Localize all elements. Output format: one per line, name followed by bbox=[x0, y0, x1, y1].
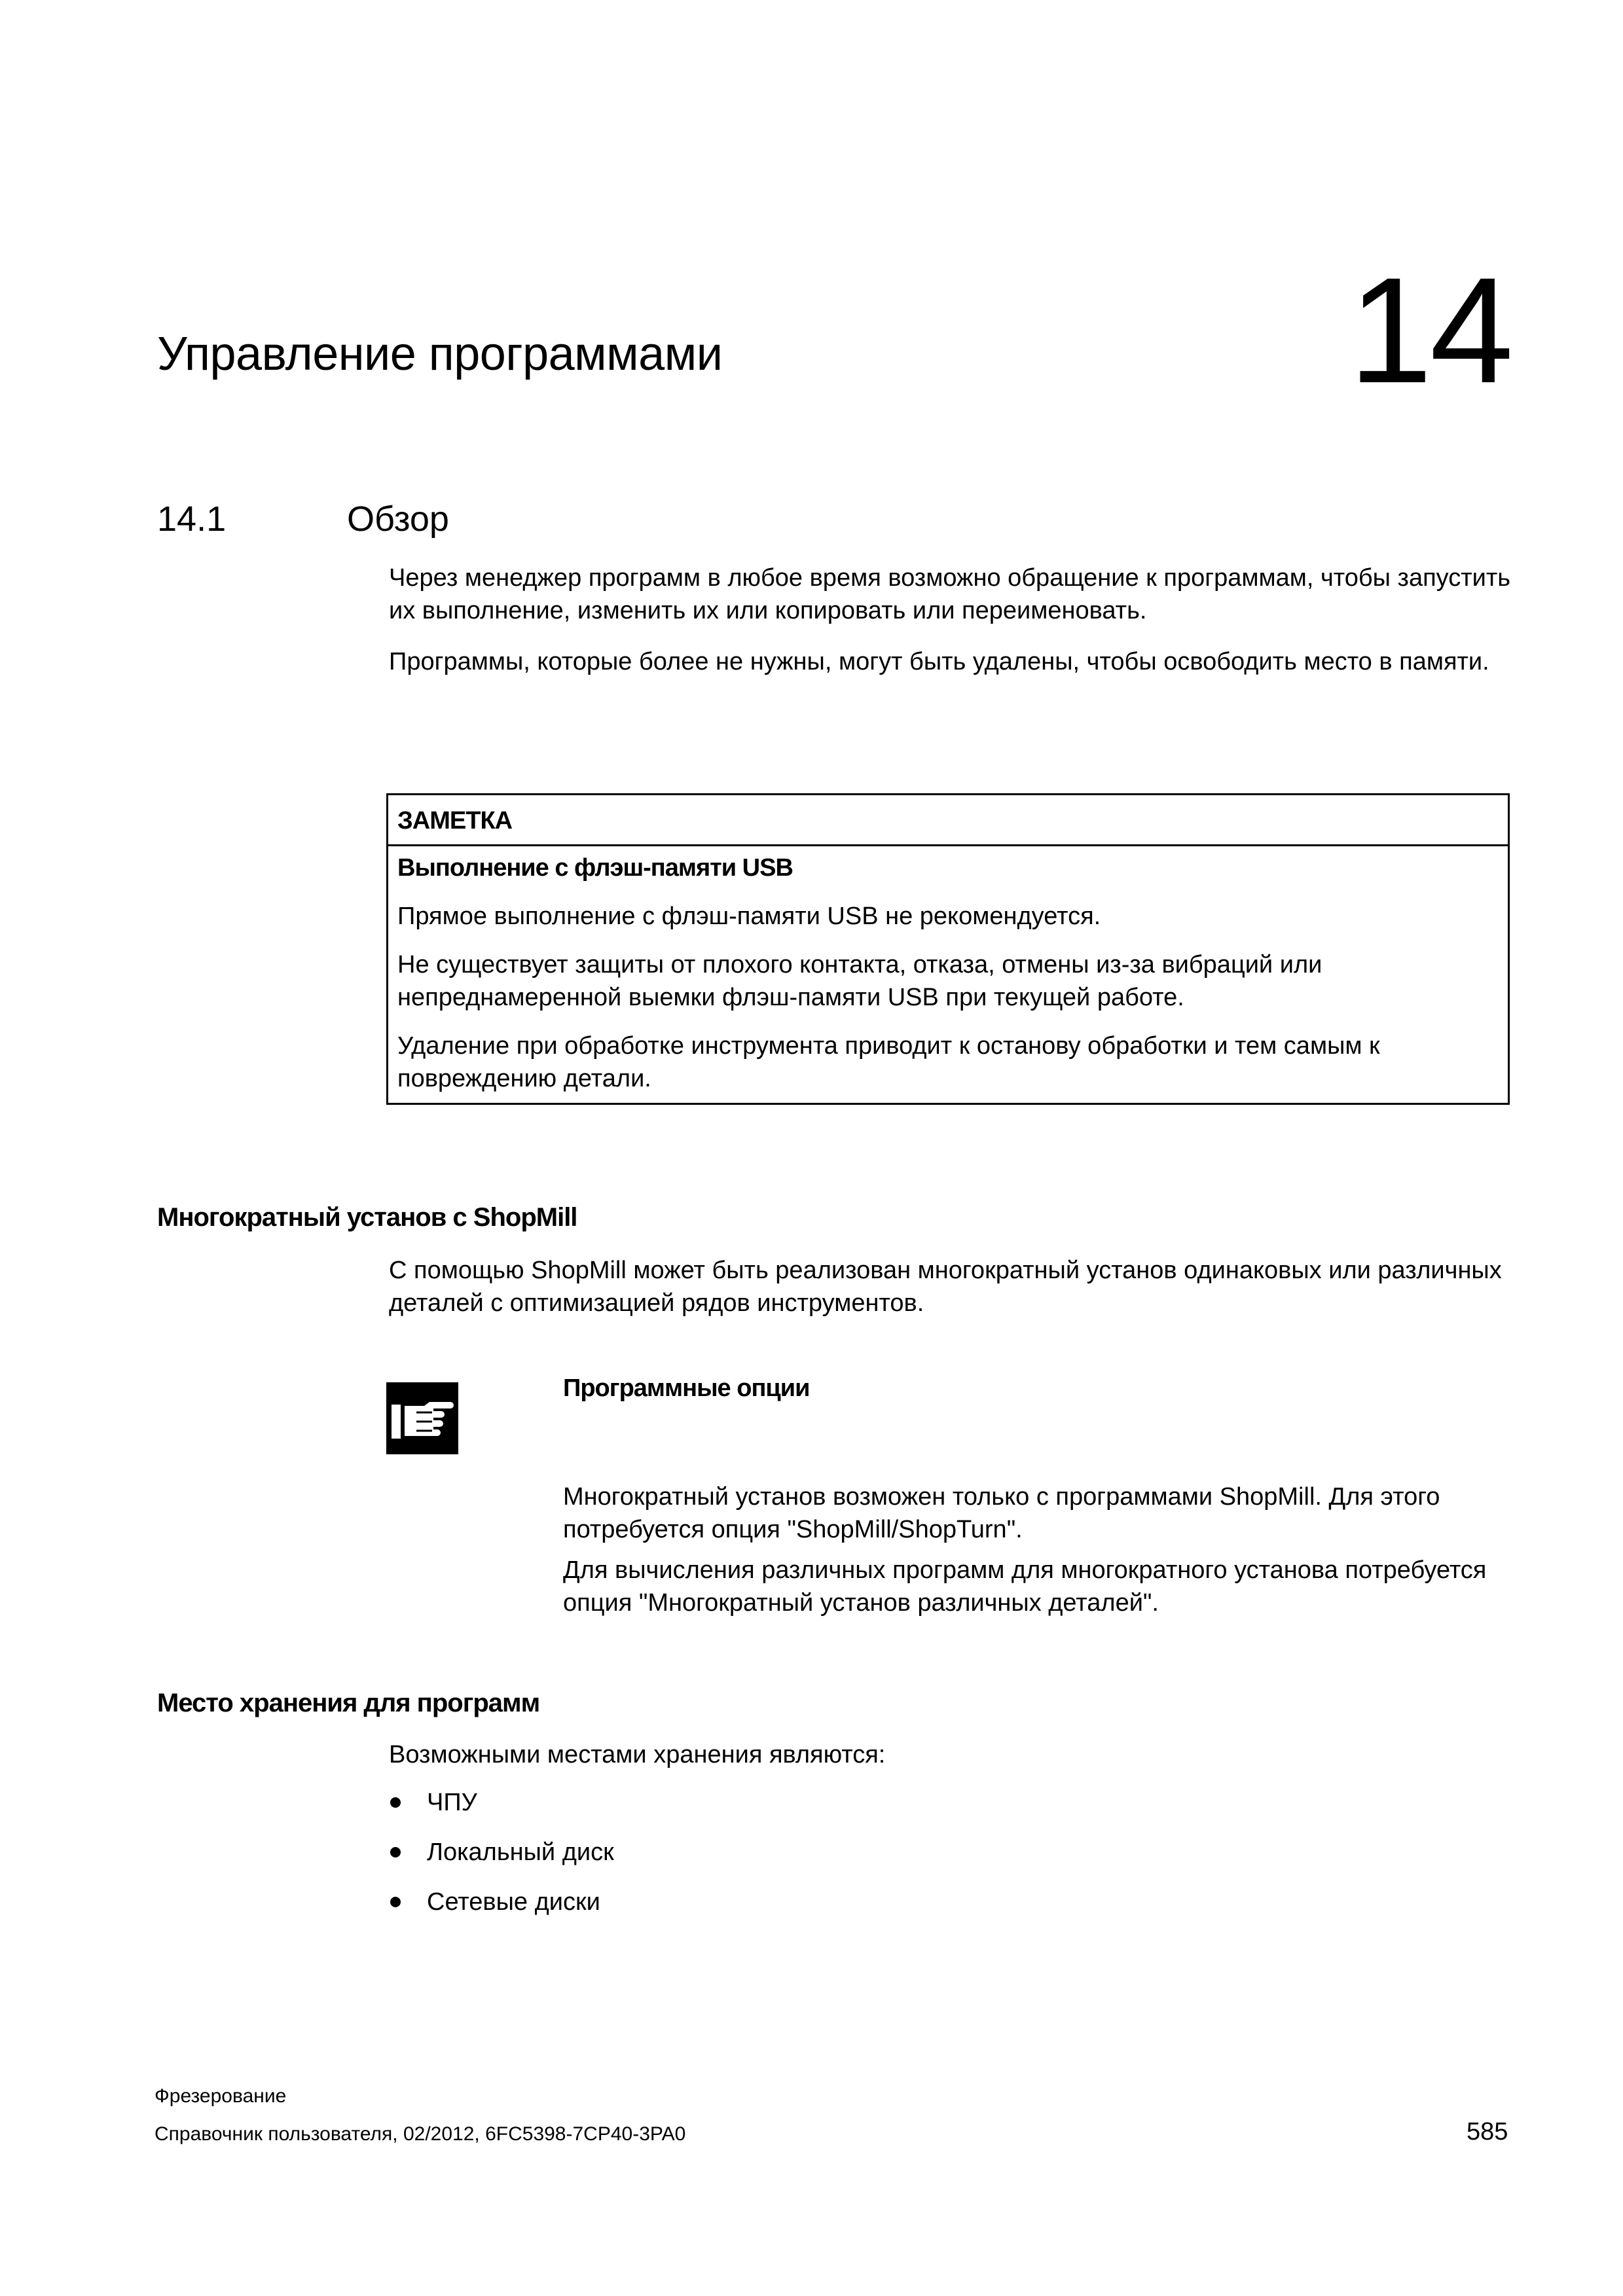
overview-paragraph-2: Программы, которые более не нужны, могут быть удалены, чтобы освободить место в памяти. bbox=[389, 648, 1489, 675]
storage-list bbox=[389, 1778, 614, 1927]
list-item-label: Локальный диск bbox=[427, 1839, 614, 1866]
software-options-title: Программные опции bbox=[563, 1374, 810, 1402]
pointing-hand-icon bbox=[386, 1382, 458, 1454]
multi-setup-heading: Многократный установ с ShopMill bbox=[157, 1203, 577, 1232]
list-item bbox=[389, 1827, 614, 1877]
list-item-label: Сетевые диски bbox=[427, 1888, 600, 1916]
note-paragraph-2: Не существует защиты от плохого контакта, отказа, отмены из-за вибраций или непреднамеренной выемки флэш-памяти USB при текущей работе. bbox=[397, 951, 1322, 1011]
multi-setup-paragraph: С помощью ShopMill может быть реализован многократный установ одинаковых или различных деталей с оптимизацией рядов инструментов. bbox=[389, 1257, 1502, 1317]
note-subtitle: Выполнение с флэш-памяти USB bbox=[397, 854, 793, 882]
bullet-icon bbox=[390, 1797, 401, 1808]
chapter-number: 14 bbox=[1349, 246, 1511, 414]
software-options-paragraph-1: Многократный установ возможен только с программами ShopMill. Для этого потребуется опция "ShopMill/ShopTurn". bbox=[563, 1483, 1440, 1543]
footer-product: Фрезерование bbox=[155, 2085, 287, 2107]
note-header: ЗАМЕТКА bbox=[388, 795, 1508, 846]
page-number: 585 bbox=[1467, 2118, 1508, 2145]
note-box bbox=[386, 793, 1510, 1105]
bullet-icon bbox=[390, 1897, 401, 1907]
software-options-paragraph-2: Для вычисления различных программ для многократного установа потребуется опция "Многократный установ различных деталей". bbox=[563, 1556, 1487, 1617]
bullet-icon bbox=[390, 1847, 401, 1857]
footer-manual-info: Справочник пользователя, 02/2012, 6FC5398-7CP40-3PA0 bbox=[155, 2123, 686, 2145]
section-number: 14.1 bbox=[157, 499, 227, 539]
list-item-label: ЧПУ bbox=[427, 1789, 477, 1816]
note-paragraph-1: Прямое выполнение с флэш-памяти USB не рекомендуется. bbox=[397, 903, 1101, 930]
section-title: Обзор bbox=[347, 499, 449, 539]
storage-heading: Место хранения для программ bbox=[157, 1689, 540, 1717]
storage-intro: Возможными местами хранения являются: bbox=[389, 1741, 886, 1768]
list-item bbox=[389, 1877, 614, 1927]
note-paragraph-3: Удаление при обработке инструмента приводит к останову обработки и тем самым к повреждению детали. bbox=[397, 1032, 1380, 1092]
list-item bbox=[389, 1778, 614, 1827]
chapter-title: Управление программами bbox=[157, 328, 723, 380]
overview-paragraph-1: Через менеджер программ в любое время возможно обращение к программам, чтобы запустить их выполнение, изменить их или копировать или переименовать. bbox=[389, 564, 1511, 624]
